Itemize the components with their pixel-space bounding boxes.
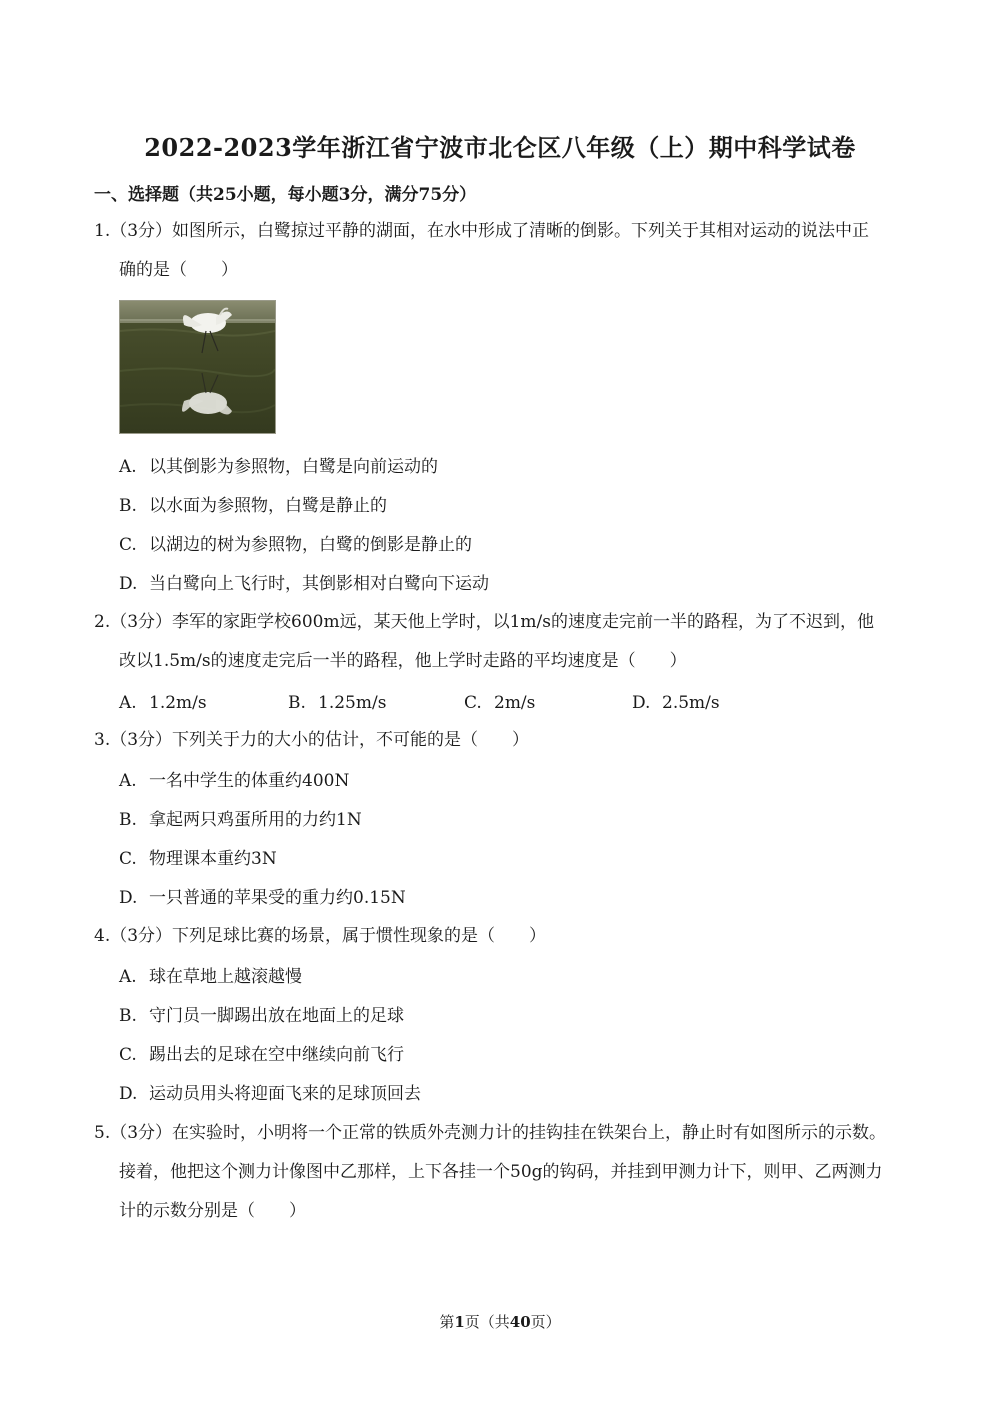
question-2-option-a[interactable] (119, 692, 207, 714)
option-letter: B. (288, 693, 306, 713)
question-2-option-d[interactable] (632, 692, 720, 714)
question-4 (94, 917, 914, 956)
option-letter: D. (119, 888, 138, 908)
option-letter: C. (119, 535, 137, 555)
question-1-stem-line-1: 1.（3分）如图所示，白鹭掠过平静的湖面，在水中形成了清晰的倒影。下列关于其相对运动的说法中正 (94, 221, 870, 241)
footer-suffix: 页） (530, 1313, 561, 1331)
question-1-option-c[interactable] (119, 534, 472, 556)
question-2-stem-line-1: 2.（3分）李军的家距学校600m远，某天他上学时，以1m/s的速度走完前一半的路程，为了不迟到，他 (94, 612, 874, 632)
question-1-option-d[interactable] (119, 573, 489, 595)
option-text: 以其倒影为参照物，白鹭是向前运动的 (149, 457, 438, 477)
question-5-stem-line-2: 接着，他把这个测力计像图中乙那样，上下各挂一个50g的钩码，并挂到甲测力计下，则甲、乙两测力 (119, 1162, 883, 1182)
option-text: 守门员一脚踢出放在地面上的足球 (149, 1006, 404, 1026)
question-1 (94, 212, 914, 290)
option-text: 1.2m/s (149, 693, 207, 713)
question-1-option-a[interactable] (119, 456, 438, 478)
question-3-option-a[interactable] (119, 770, 349, 792)
question-4-option-d[interactable] (119, 1083, 421, 1105)
footer-middle: 页（共 (464, 1313, 510, 1331)
option-text: 物理课本重约3N (149, 849, 277, 869)
question-4-stem-line-1: 4.（3分）下列足球比赛的场景，属于惯性现象的是（ ） (94, 926, 547, 946)
section-heading: 一、选择题（共25小题，每小题3分，满分75分） (94, 185, 477, 205)
question-1-stem-line-2: 确的是（ ） (119, 260, 238, 280)
option-letter: A. (119, 693, 137, 713)
egret-reflection-photo (119, 300, 276, 434)
egret-photo-image (120, 301, 275, 433)
option-letter: B. (119, 496, 137, 516)
option-text: 拿起两只鸡蛋所用的力约1N (149, 810, 362, 830)
option-text: 踢出去的足球在空中继续向前飞行 (149, 1045, 404, 1065)
option-letter: D. (119, 574, 138, 594)
option-text: 运动员用头将迎面飞来的足球顶回去 (149, 1084, 421, 1104)
question-3-stem-line-1: 3.（3分）下列关于力的大小的估计，不可能的是（ ） (94, 730, 530, 750)
question-5-stem-line-1: 5.（3分）在实验时，小明将一个正常的铁质外壳测力计的挂钩挂在铁架台上，静止时有如图所示的示数。 (94, 1123, 887, 1143)
question-3-option-b[interactable] (119, 809, 362, 831)
option-letter: D. (632, 693, 651, 713)
question-1-option-b[interactable] (119, 495, 387, 517)
question-2-option-b[interactable] (288, 692, 386, 714)
page-title: 2022-2023学年浙江省宁波市北仑区八年级（上）期中科学试卷 (144, 133, 856, 162)
page-footer (0, 1311, 1000, 1332)
option-text: 当白鹭向上飞行时，其倒影相对白鹭向下运动 (149, 574, 489, 594)
question-3-option-d[interactable] (119, 887, 406, 909)
option-text: 球在草地上越滚越慢 (149, 967, 302, 987)
question-5 (94, 1114, 914, 1231)
question-2-option-c[interactable] (464, 692, 535, 714)
option-text: 1.25m/s (318, 693, 387, 713)
option-letter: D. (119, 1084, 138, 1104)
question-4-option-c[interactable] (119, 1044, 404, 1066)
option-letter: C. (464, 693, 482, 713)
option-text: 一名中学生的体重约400N (149, 771, 350, 791)
option-text: 以湖边的树为参照物，白鹭的倒影是静止的 (149, 535, 472, 555)
question-2-stem-line-2: 改以1.5m/s的速度走完后一半的路程，他上学时走路的平均速度是（ ） (119, 651, 687, 671)
page-number: 1 (454, 1313, 465, 1331)
option-letter: B. (119, 810, 137, 830)
option-text: 2m/s (494, 693, 536, 713)
option-letter: C. (119, 849, 137, 869)
question-5-stem-line-3: 计的示数分别是（ ） (119, 1201, 306, 1221)
total-pages: 40 (509, 1313, 531, 1331)
option-text: 一只普通的苹果受的重力约0.15N (149, 888, 406, 908)
option-text: 2.5m/s (662, 693, 720, 713)
option-letter: B. (119, 1006, 137, 1026)
footer-prefix: 第 (439, 1313, 455, 1331)
question-3-option-c[interactable] (119, 848, 277, 870)
option-letter: A. (119, 457, 137, 477)
question-2 (94, 603, 914, 681)
question-4-option-b[interactable] (119, 1005, 404, 1027)
option-letter: A. (119, 967, 137, 987)
option-text: 以水面为参照物，白鹭是静止的 (149, 496, 387, 516)
question-3 (94, 721, 914, 760)
question-4-option-a[interactable] (119, 966, 302, 988)
option-letter: C. (119, 1045, 137, 1065)
option-letter: A. (119, 771, 137, 791)
